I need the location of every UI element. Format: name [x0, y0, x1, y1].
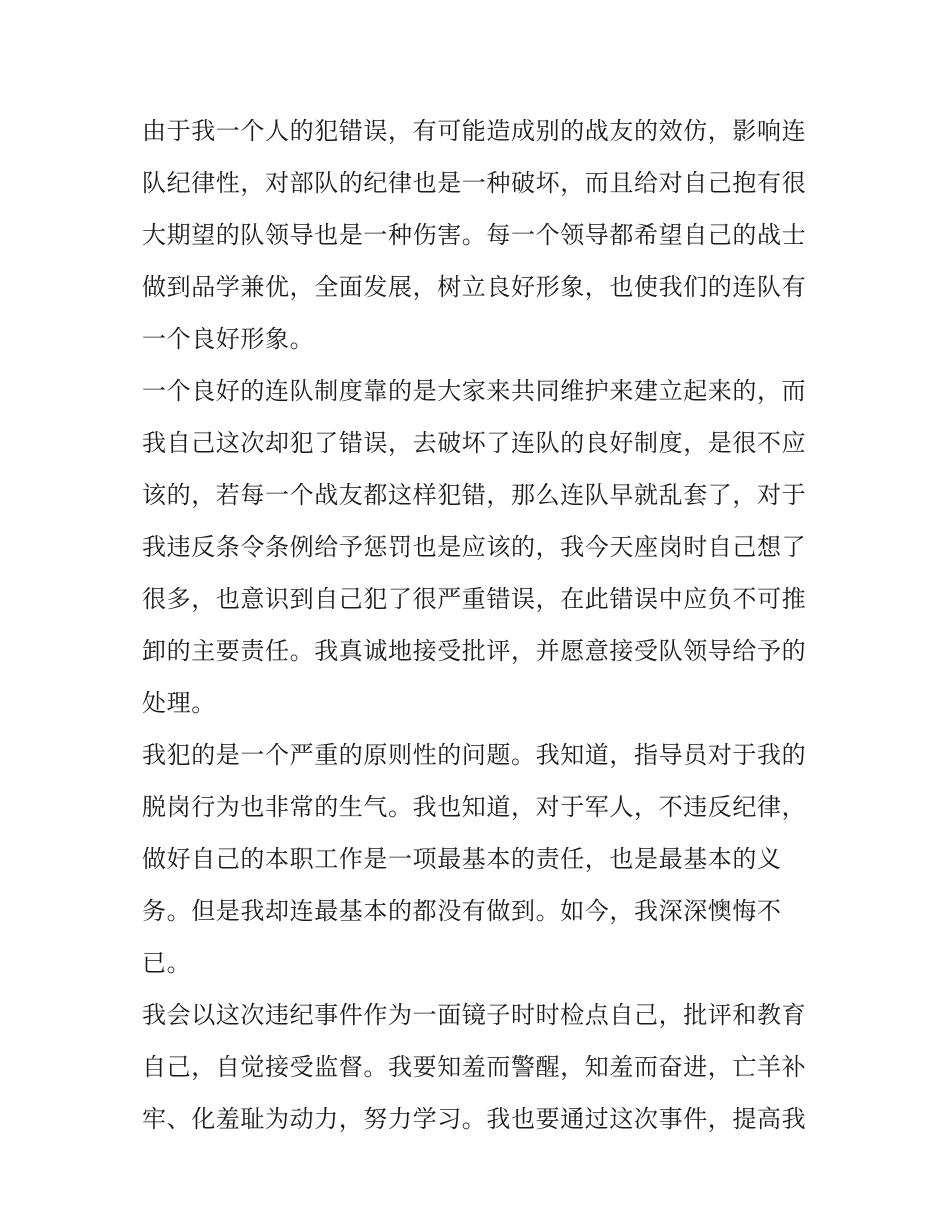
text-line-18: 我会以这次违纪事件作为一面镜子时时检点自己，批评和教育 [142, 1001, 807, 1029]
text-line-15: 做好自己的本职工作是一项最基本的责任，也是最基本的义 [142, 845, 782, 873]
text-line-9: 我违反条令条例给予惩罚也是应该的，我今天座岗时自己想了 [142, 533, 807, 561]
text-line-14: 脱岗行为也非常的生气。我也知道，对于军人，不违反纪律， [142, 793, 807, 821]
text-line-19: 自己，自觉接受监督。我要知羞而警醒，知羞而奋进，亡羊补 [142, 1053, 807, 1081]
text-line-4: 做到品学兼优，全面发展，树立良好形象，也使我们的连队有 [142, 273, 807, 301]
text-line-11: 卸的主要责任。我真诚地接受批评，并愿意接受队领导给予的 [142, 637, 807, 665]
text-line-20: 牢、化羞耻为动力，努力学习。我也要通过这次事件，提高我 [142, 1105, 807, 1133]
text-line-13: 我犯的是一个严重的原则性的问题。我知道，指导员对于我的 [142, 741, 807, 769]
text-line-10: 很多，也意识到自己犯了很严重错误，在此错误中应负不可推 [142, 585, 807, 613]
text-line-1: 由于我一个人的犯错误，有可能造成别的战友的效仿，影响连 [142, 117, 807, 145]
text-line-8: 该的，若每一个战友都这样犯错，那么连队早就乱套了，对于 [142, 481, 807, 509]
text-line-12: 处理。 [142, 689, 216, 717]
text-line-17: 已。 [142, 949, 192, 977]
document-body [142, 105, 822, 1145]
text-line-7: 我自己这次却犯了错误，去破坏了连队的良好制度，是很不应 [142, 429, 807, 457]
text-line-2: 队纪律性，对部队的纪律也是一种破坏，而且给对自己抱有很 [142, 169, 807, 197]
text-line-16: 务。但是我却连最基本的都没有做到。如今，我深深懊悔不 [142, 897, 782, 925]
text-line-5: 一个良好形象。 [142, 325, 315, 353]
text-line-3: 大期望的队领导也是一种伤害。每一个领导都希望自己的战士 [142, 221, 807, 249]
text-line-6: 一个良好的连队制度靠的是大家来共同维护来建立起来的，而 [142, 377, 807, 405]
